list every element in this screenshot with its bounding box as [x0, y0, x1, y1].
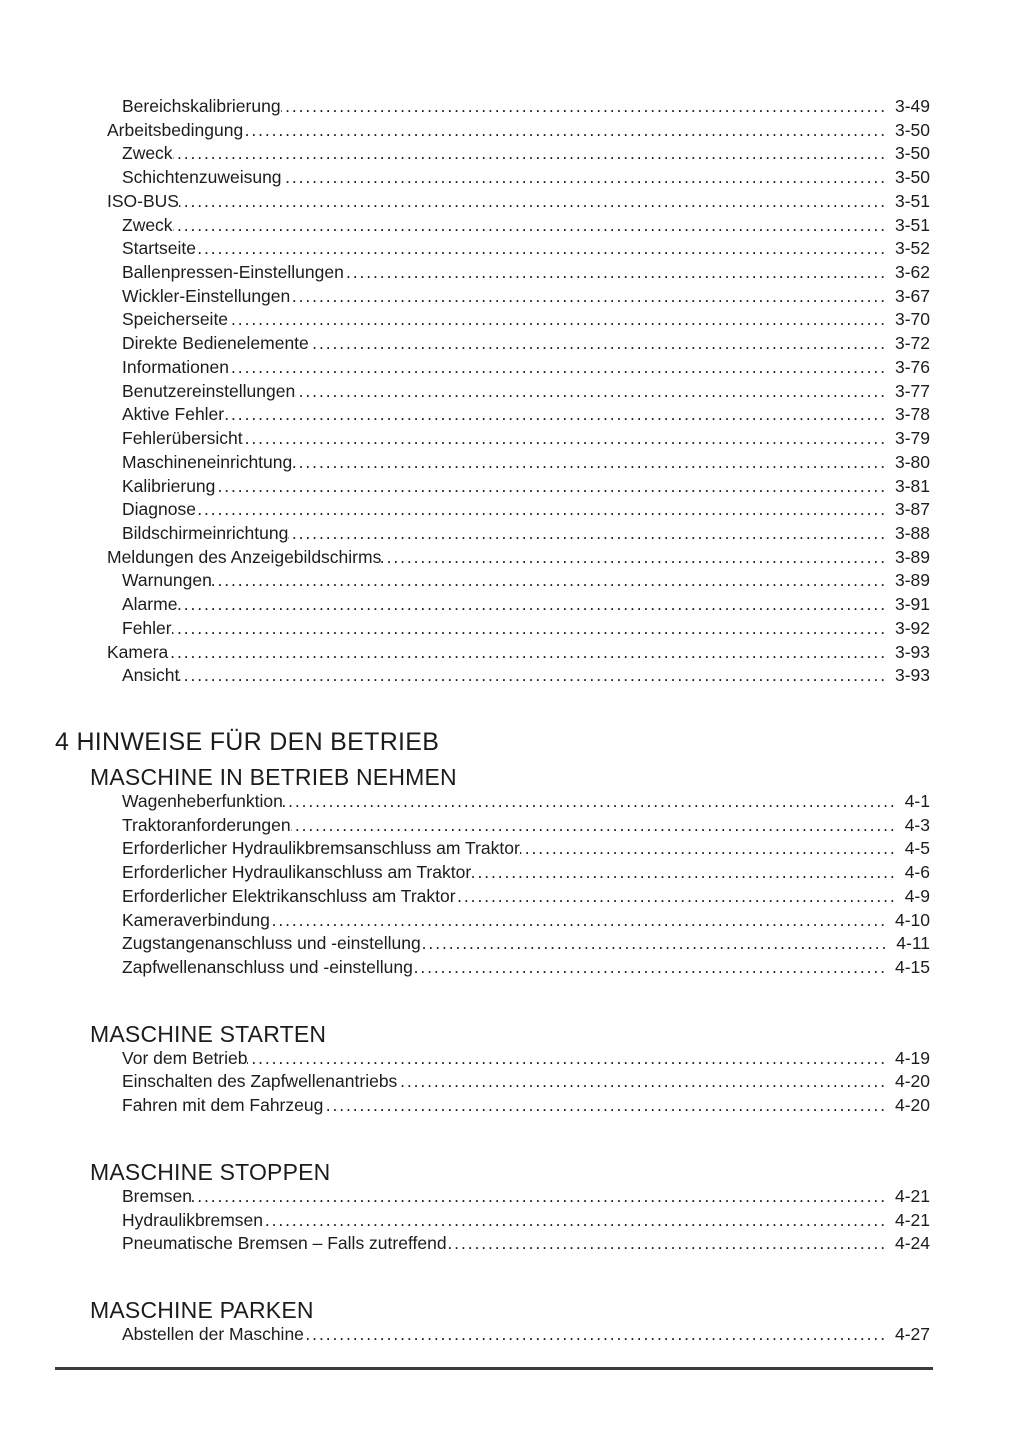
toc-entry-label: Benutzereinstellungen — [122, 380, 296, 401]
toc-page-number: 3-50 — [894, 143, 930, 164]
dot-leader — [270, 910, 887, 930]
dot-leader — [282, 167, 887, 187]
toc-entry-label: Warnungen — [122, 570, 212, 591]
dot-leader — [295, 381, 887, 401]
toc-entry-label: Maschineneinrichtung — [122, 451, 293, 472]
dot-leader — [290, 286, 887, 306]
toc-page-number: 4-9 — [904, 885, 930, 906]
toc-row — [55, 499, 930, 523]
toc-row — [55, 476, 930, 500]
toc-row — [55, 838, 930, 862]
toc-entry-label: Meldungen des Anzeigebildschirms — [107, 546, 382, 567]
toc-row — [55, 886, 930, 910]
toc-entry-label: MASCHINE IN BETRIEB NEHMEN — [90, 763, 457, 790]
toc-page-number: 4-5 — [904, 838, 930, 859]
footer-divider — [55, 1367, 933, 1370]
dot-leader — [413, 957, 887, 977]
toc-page-number: 4-21 — [894, 1209, 930, 1230]
toc-page-number: 3-78 — [894, 404, 930, 425]
dot-leader — [179, 665, 887, 685]
toc-page-number: 4-20 — [894, 1071, 930, 1092]
dot-leader — [304, 1324, 887, 1344]
toc-entry-label: Bremsen — [122, 1185, 193, 1206]
toc-entry-label: Arbeitsbedingung — [107, 119, 244, 140]
toc-entry-label: Fehlerübersicht — [122, 428, 243, 449]
dot-leader — [281, 96, 887, 116]
dot-leader — [215, 476, 887, 496]
toc-page-number: 3-70 — [894, 309, 930, 330]
dot-leader — [456, 886, 897, 906]
toc-entry-label: Fehler — [122, 617, 172, 638]
toc-row — [55, 1297, 930, 1324]
toc-entry-label: Erforderlicher Elektrikanschluss am Traktor — [122, 885, 456, 906]
toc-entry-label: Erforderlicher Hydraulikanschluss am Traktor — [122, 862, 472, 883]
toc-entry-label: MASCHINE STOPPEN — [90, 1158, 331, 1185]
toc-page-number: 3-77 — [894, 380, 930, 401]
toc-row — [55, 143, 930, 167]
toc-row — [55, 191, 930, 215]
toc-page-number: 3-81 — [894, 475, 930, 496]
dot-leader — [168, 642, 887, 662]
dot-leader — [212, 570, 887, 590]
dot-leader — [224, 404, 887, 424]
toc-page-number: 3-93 — [894, 665, 930, 686]
toc-entry-label: Alarme — [122, 594, 178, 615]
toc-page-number: 4-21 — [894, 1185, 930, 1206]
dot-leader — [381, 547, 887, 567]
toc-page-number: 4-15 — [894, 957, 930, 977]
toc-entry-label: Vor dem Betrieb — [122, 1047, 248, 1068]
toc-row — [55, 957, 930, 981]
toc-page-number: 4-20 — [894, 1095, 930, 1116]
toc-row — [55, 262, 930, 286]
toc-page-number: 3-87 — [894, 499, 930, 520]
toc-page-number: 3-89 — [894, 570, 930, 591]
toc-page-number: 4-3 — [904, 814, 930, 835]
toc-row — [55, 1324, 930, 1348]
toc-row — [55, 1233, 930, 1257]
dot-leader — [173, 143, 887, 163]
toc-row — [55, 547, 930, 571]
toc-row — [55, 862, 930, 886]
toc-entry-label: Schichtenzuweisung — [122, 167, 282, 188]
dot-leader — [291, 815, 897, 835]
toc-page-number: 4-6 — [904, 862, 930, 883]
toc-entry-label: Hydraulikbremsen — [122, 1209, 264, 1230]
toc-page-number: 3-92 — [894, 617, 930, 638]
toc-entry-label: Abstellen der Maschine — [122, 1324, 304, 1345]
toc-entry-label: Speicherseite — [122, 309, 229, 330]
toc-row — [55, 215, 930, 239]
toc-page-number: 3-62 — [894, 262, 930, 283]
dot-leader — [323, 1095, 887, 1115]
toc-page-number: 3-79 — [894, 428, 930, 449]
toc-page-number: 3-76 — [894, 356, 930, 377]
toc-entry-label: Kamera — [107, 641, 169, 662]
toc-row — [55, 642, 930, 666]
dot-leader — [471, 862, 897, 882]
toc-entry-label: Kalibrierung — [122, 475, 216, 496]
toc-entry-label: Zugstangenanschluss und -einstellung — [122, 933, 421, 954]
toc-row — [55, 910, 930, 934]
dot-leader — [288, 523, 887, 543]
toc-row — [55, 618, 930, 642]
toc-entry-label: MASCHINE STARTEN — [90, 1020, 327, 1047]
table-of-contents — [55, 96, 930, 1348]
toc-row — [55, 167, 930, 191]
toc-page-number: 3-67 — [894, 285, 930, 306]
toc-page-number: 4-27 — [894, 1324, 930, 1345]
toc-entry-label: Wickler-Einstellungen — [122, 285, 291, 306]
toc-page-number: 3-50 — [894, 167, 930, 188]
toc-row — [55, 523, 930, 547]
toc-row — [55, 815, 930, 839]
toc-row — [55, 238, 930, 262]
toc-entry-label: Traktoranforderungen — [122, 814, 291, 835]
toc-page-number: 3-52 — [894, 238, 930, 259]
toc-row — [55, 404, 930, 428]
dot-leader — [283, 791, 897, 811]
toc-page-number: 3-72 — [894, 333, 930, 354]
toc-page-number: 3-93 — [894, 641, 930, 662]
toc-entry-label: Informationen — [122, 356, 230, 377]
toc-page-number: 3-80 — [894, 451, 930, 472]
dot-leader — [397, 1071, 887, 1091]
toc-entry-label: MASCHINE PARKEN — [90, 1297, 314, 1324]
toc-page-number: 3-51 — [894, 214, 930, 235]
toc-entry-label: Kameraverbindung — [122, 909, 270, 930]
dot-leader — [172, 618, 887, 638]
toc-row — [55, 428, 930, 452]
toc-page-number: 3-50 — [894, 119, 930, 140]
dot-leader — [344, 262, 887, 282]
toc-entry-label: Startseite — [122, 238, 196, 259]
toc-page-number: 3-49 — [894, 96, 930, 116]
toc-page-number: 4-11 — [896, 933, 930, 954]
dot-leader — [173, 215, 887, 235]
toc-row — [55, 286, 930, 310]
dot-leader — [179, 191, 887, 211]
dot-leader — [292, 452, 887, 472]
dot-leader — [229, 357, 887, 377]
toc-page-number: 4-19 — [894, 1047, 930, 1068]
toc-row — [55, 96, 930, 120]
dot-leader — [263, 1210, 887, 1230]
toc-row — [55, 1186, 930, 1210]
toc-entry-label: Pneumatische Bremsen – Falls zutreffend — [122, 1233, 447, 1254]
toc-entry-label: Bereichskalibrierung — [122, 96, 281, 116]
toc-row — [55, 120, 930, 144]
toc-page-number: 4-10 — [894, 909, 930, 930]
toc-row — [55, 1159, 930, 1186]
dot-leader — [247, 1048, 886, 1068]
toc-row — [55, 1021, 930, 1048]
toc-page-number: 4-24 — [894, 1233, 930, 1254]
dot-leader — [228, 309, 887, 329]
toc-entry-label: Zweck — [122, 214, 173, 235]
toc-row — [55, 727, 930, 757]
toc-entry-label: Wagenheberfunktion — [122, 790, 283, 811]
toc-row — [55, 933, 930, 957]
toc-entry-label: Diagnose — [122, 499, 196, 520]
toc-row — [55, 381, 930, 405]
dot-leader — [243, 428, 887, 448]
toc-entry-label: Zapfwellenanschluss und -einstellung — [122, 957, 413, 977]
dot-leader — [177, 594, 887, 614]
toc-entry-label: Ballenpressen-Einstellungen — [122, 262, 344, 283]
toc-row — [55, 594, 930, 618]
toc-row — [55, 570, 930, 594]
toc-page-number: 3-51 — [894, 190, 930, 211]
dot-leader — [309, 333, 887, 353]
toc-row — [55, 333, 930, 357]
toc-entry-label: Einschalten des Zapfwellenantriebs — [122, 1071, 398, 1092]
toc-row — [55, 764, 930, 791]
toc-row — [55, 1071, 930, 1095]
dot-leader — [520, 838, 897, 858]
toc-entry-label: Erforderlicher Hydraulikbremsanschluss am Traktor — [122, 838, 520, 859]
dot-leader — [196, 238, 887, 258]
toc-entry-label: Zweck — [122, 143, 173, 164]
toc-entry-label: Direkte Bedienelemente — [122, 333, 309, 354]
toc-entry-label: ISO-BUS — [107, 190, 179, 211]
dot-leader — [243, 120, 887, 140]
toc-row — [55, 357, 930, 381]
toc-row — [55, 452, 930, 476]
toc-row — [55, 1095, 930, 1119]
toc-row — [55, 1210, 930, 1234]
toc-entry-label: Bildschirmeinrichtung — [122, 522, 289, 543]
toc-entry-label: Fahren mit dem Fahrzeug — [122, 1095, 324, 1116]
dot-leader — [447, 1233, 887, 1253]
toc-row — [55, 309, 930, 333]
dot-leader — [192, 1186, 887, 1206]
toc-page-number: 3-91 — [894, 594, 930, 615]
toc-entry-label: Ansicht — [122, 665, 180, 686]
toc-page-number: 3-88 — [894, 522, 930, 543]
toc-entry-label: 4 HINWEISE FÜR DEN BETRIEB — [55, 727, 440, 756]
toc-page-number: 3-89 — [894, 546, 930, 567]
toc-page-number: 4-1 — [904, 790, 930, 811]
toc-row — [55, 1048, 930, 1072]
dot-leader — [196, 499, 887, 519]
toc-row — [55, 791, 930, 815]
toc-row — [55, 665, 930, 689]
dot-leader — [421, 933, 889, 953]
toc-entry-label: Aktive Fehler — [122, 404, 225, 425]
